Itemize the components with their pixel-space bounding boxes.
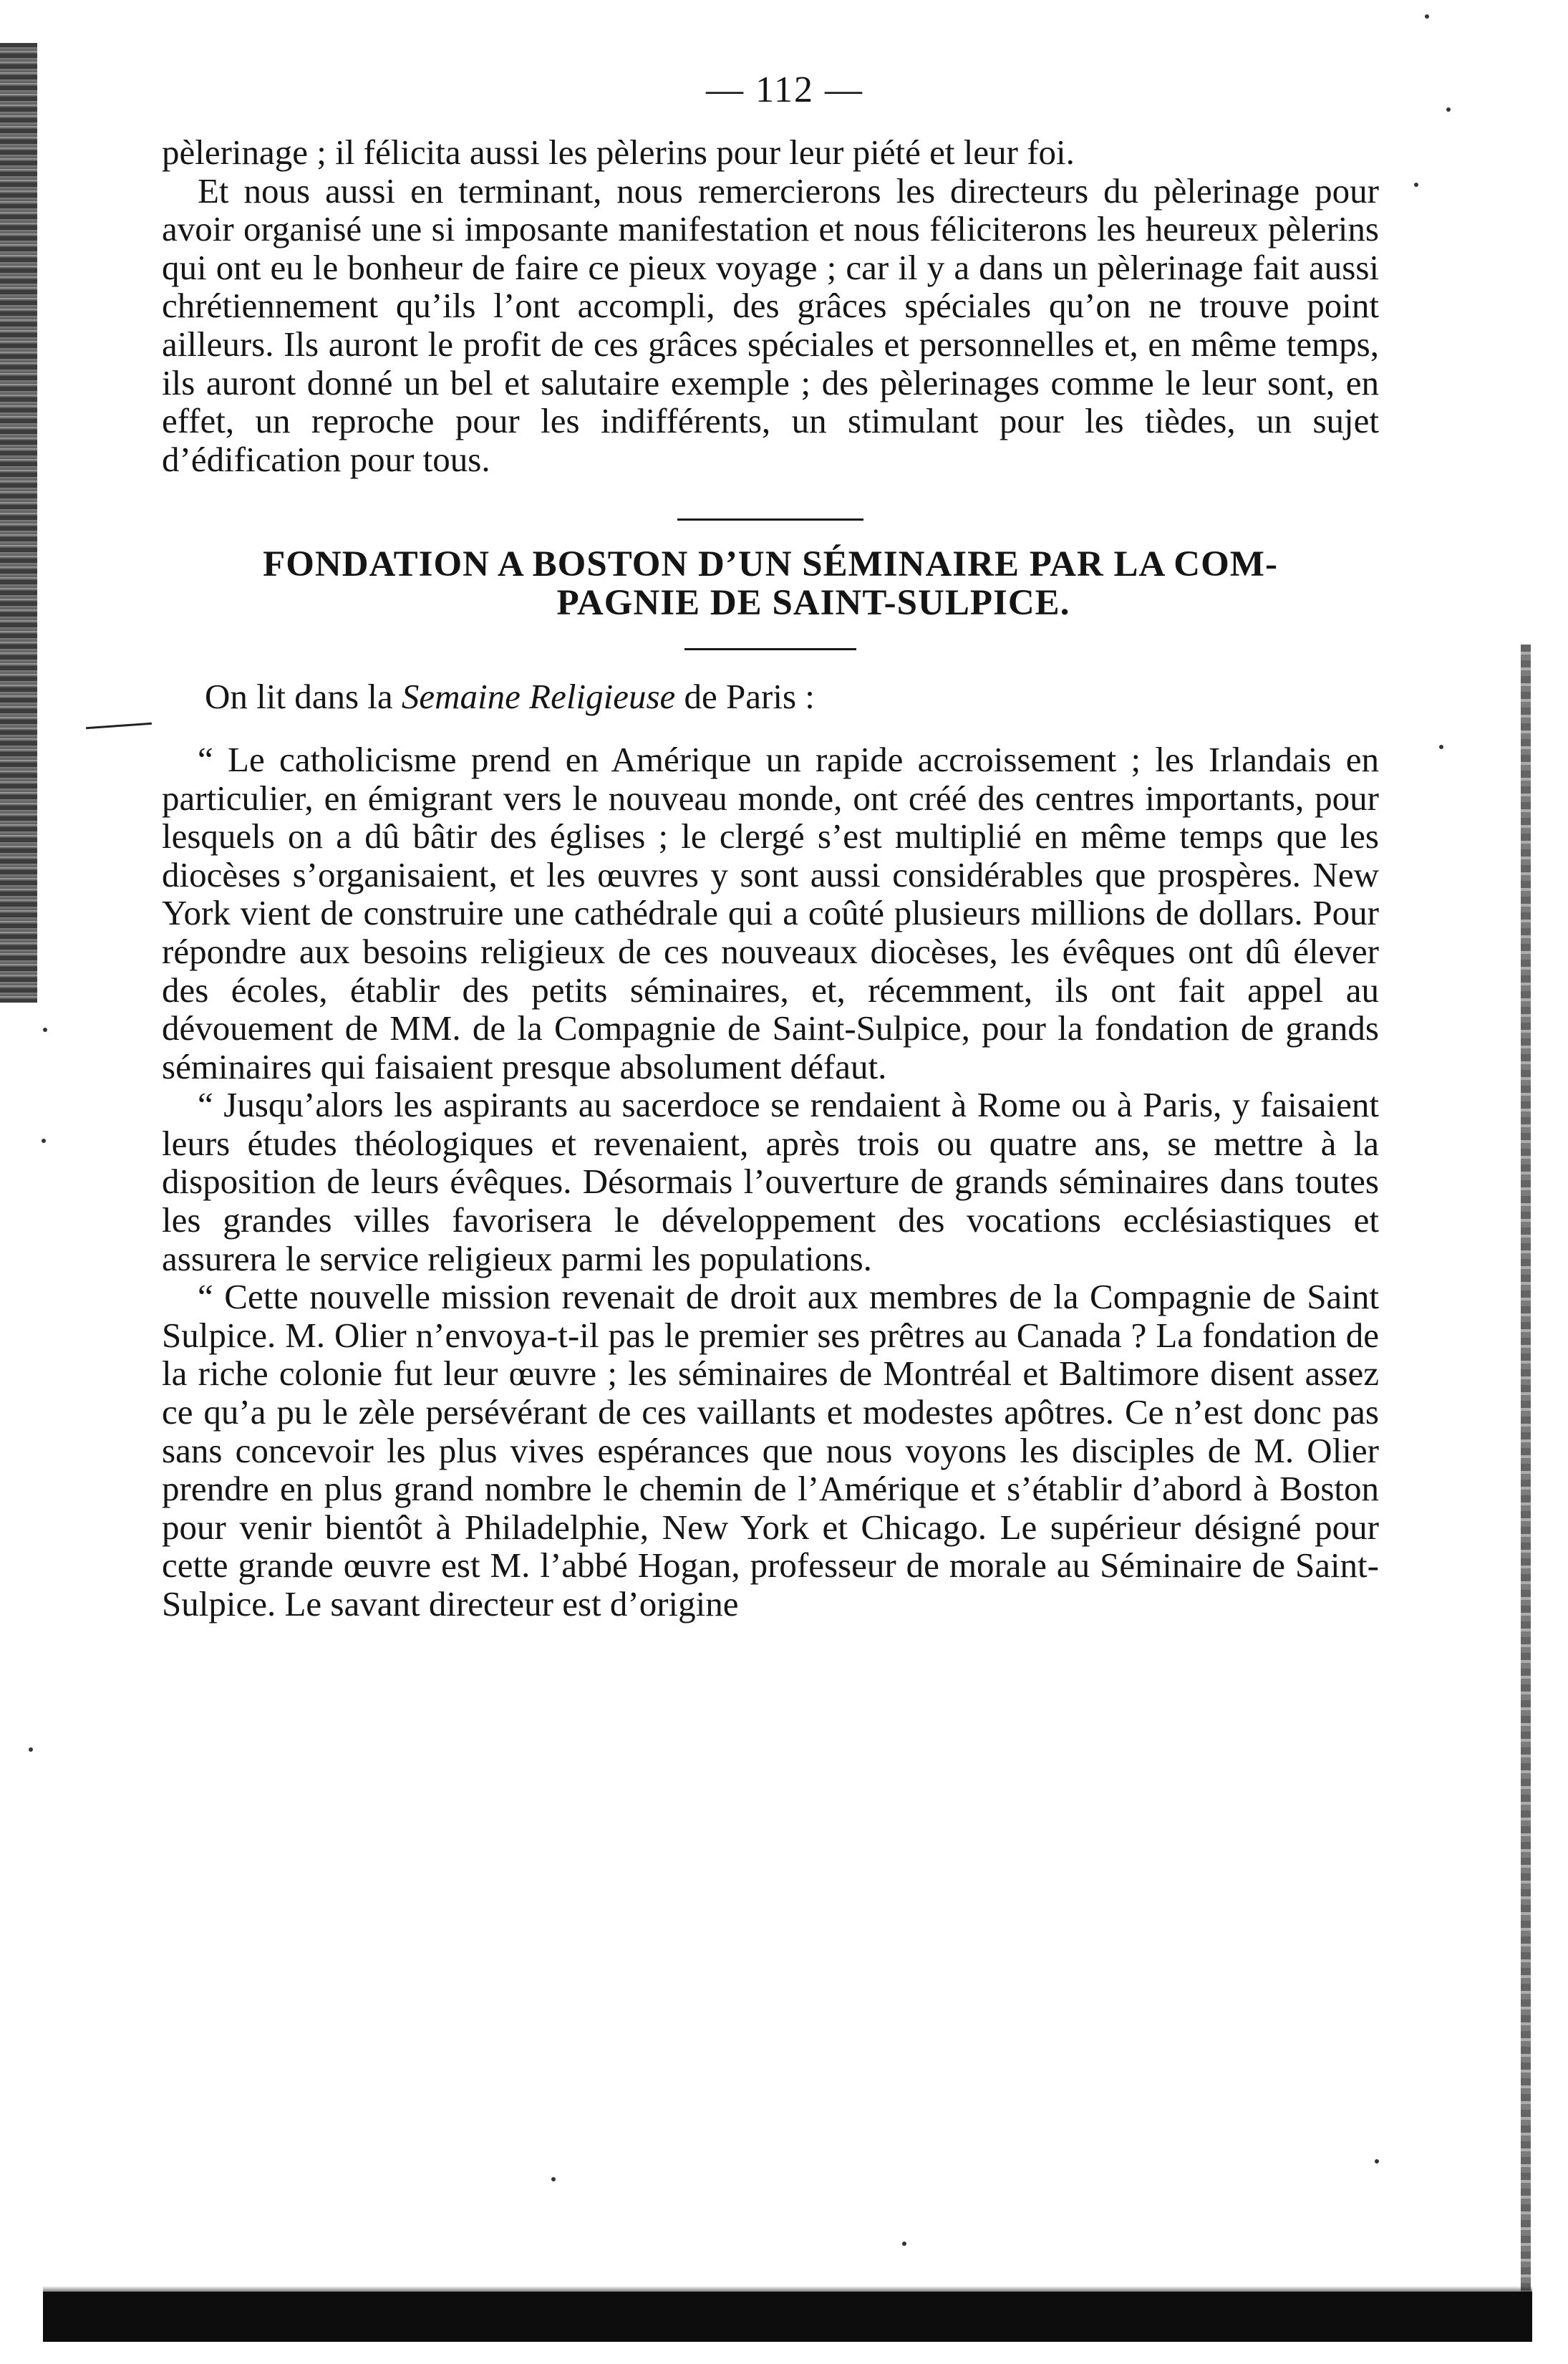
scan-speck — [43, 1028, 47, 1032]
article-paragraph: “ Jusqu’alors les aspirants au sacerdoce se rendaient à Rome ou à Paris, y faisaient leurs études théologiques et revenaient, après trois ou quatre ans, se mettre à la disposition de leurs évêques. Désormais l’ouverture de grands séminaires dans toutes les grandes villes favorisera le développement des vocations ecclésiastiques et assurera le service religieux parmi les populations. — [162, 1085, 1379, 1278]
source-suffix: de Paris : — [675, 677, 815, 717]
scan-speck — [1446, 107, 1451, 112]
scan-speck — [29, 1747, 33, 1752]
article-heading-line1: FONDATION A BOSTON D’UN SÉMINAIRE PAR LA COM- — [263, 544, 1278, 585]
scan-speck — [1375, 2159, 1379, 2163]
article-heading — [162, 545, 1379, 622]
text-column — [162, 69, 1379, 1624]
article-heading-line2: PAGNIE DE SAINT-SULPICE. — [556, 583, 1070, 624]
source-publication-title: Semaine Religieuse — [401, 677, 676, 717]
section-rule-bottom — [684, 648, 856, 650]
scan-speck — [42, 1139, 46, 1143]
article-paragraph: “ Le catholicisme prend en Amérique un rapide accroissement ; les Irlandais en particulier, en émigrant vers le nouveau monde, ont créé des centres importants, pour lesquels on a dû bâtir des églises ; le clergé s’est multiplié en même temps que les diocèses s’organisaient, et les œuvres y sont aussi considérables que prospères. New York vient de construire une cathédrale qui a coûté plusieurs millions de dollars. Pour répondre aux besoins religieux de ces nouveaux diocèses, les évêques ont dû élever des écoles, établir des petits séminaires, et, récemment, ils ont fait appel au dévouement de MM. de la Compagnie de Saint-Sulpice, pour la fondation de grands séminaires qui faisaient presque absolument défaut. — [162, 739, 1379, 1086]
scan-bottom-edge — [43, 2292, 1532, 2342]
source-citation — [162, 677, 1379, 716]
source-prefix: On lit dans la — [205, 677, 402, 717]
scan-speck — [1439, 745, 1443, 749]
margin-dash-mark — [86, 723, 152, 729]
section-rule-top — [677, 518, 863, 521]
page-number: — 112 — — [705, 69, 864, 110]
article-paragraph: “ Cette nouvelle mission revenait de droit aux membres de la Compagnie de Saint Sulpice. M. Olier n’envoya-t-il pas le premier ses prêtres au Canada ? La fondation de la riche colonie fut leur œuvre ; les séminaires de Montréal et Baltimore disent assez ce qu’a pu le zèle persévérant de ces vaillants et modestes apôtres. Ce n’est donc pas sans concevoir les plus vives espérances que nous voyons les disciples de M. Olier prendre en plus grand nombre le chemin de l’Amérique et s’établir d’abord à Boston pour venir bientôt à Philadelphie, New York et Chicago. Le supérieur désigné pour cette grande œuvre est M. l’abbé Hogan, professeur de morale au Séminaire de Saint-Sulpice. Le savant directeur est d’origine — [162, 1277, 1379, 1624]
scan-speck — [902, 2242, 906, 2246]
paragraph-closing: Et nous aussi en terminant, nous remercierons les directeurs du pèlerinage pour avoir organisé une si imposante manifestation et nous féliciterons les heureux pèlerins qui ont eu le bonheur de faire ce pieux voyage ; car il y a dans un pèlerinage fait aussi chrétiennement qu’ils l’ont accompli, des grâces spéciales qu’on ne trouve point ailleurs. Ils auront le profit de ces grâces spéciales et personnelles et, en même temps, ils auront donné un bel et salutaire exemple ; des pèlerinages comme le leur sont, en effet, un reproche pour les indifférents, un stimulant pour les tièdes, un sujet d’édification pour tous. — [162, 170, 1379, 479]
scan-speck — [1425, 14, 1429, 19]
scan-binding-edge — [0, 43, 37, 1003]
scan-speck — [1414, 183, 1418, 187]
paragraph-continued: pèlerinage ; il félicita aussi les pèlerins pour leur piété et leur foi. — [162, 132, 1075, 172]
scan-right-edge — [1521, 645, 1531, 2306]
scan-speck — [551, 2177, 556, 2181]
